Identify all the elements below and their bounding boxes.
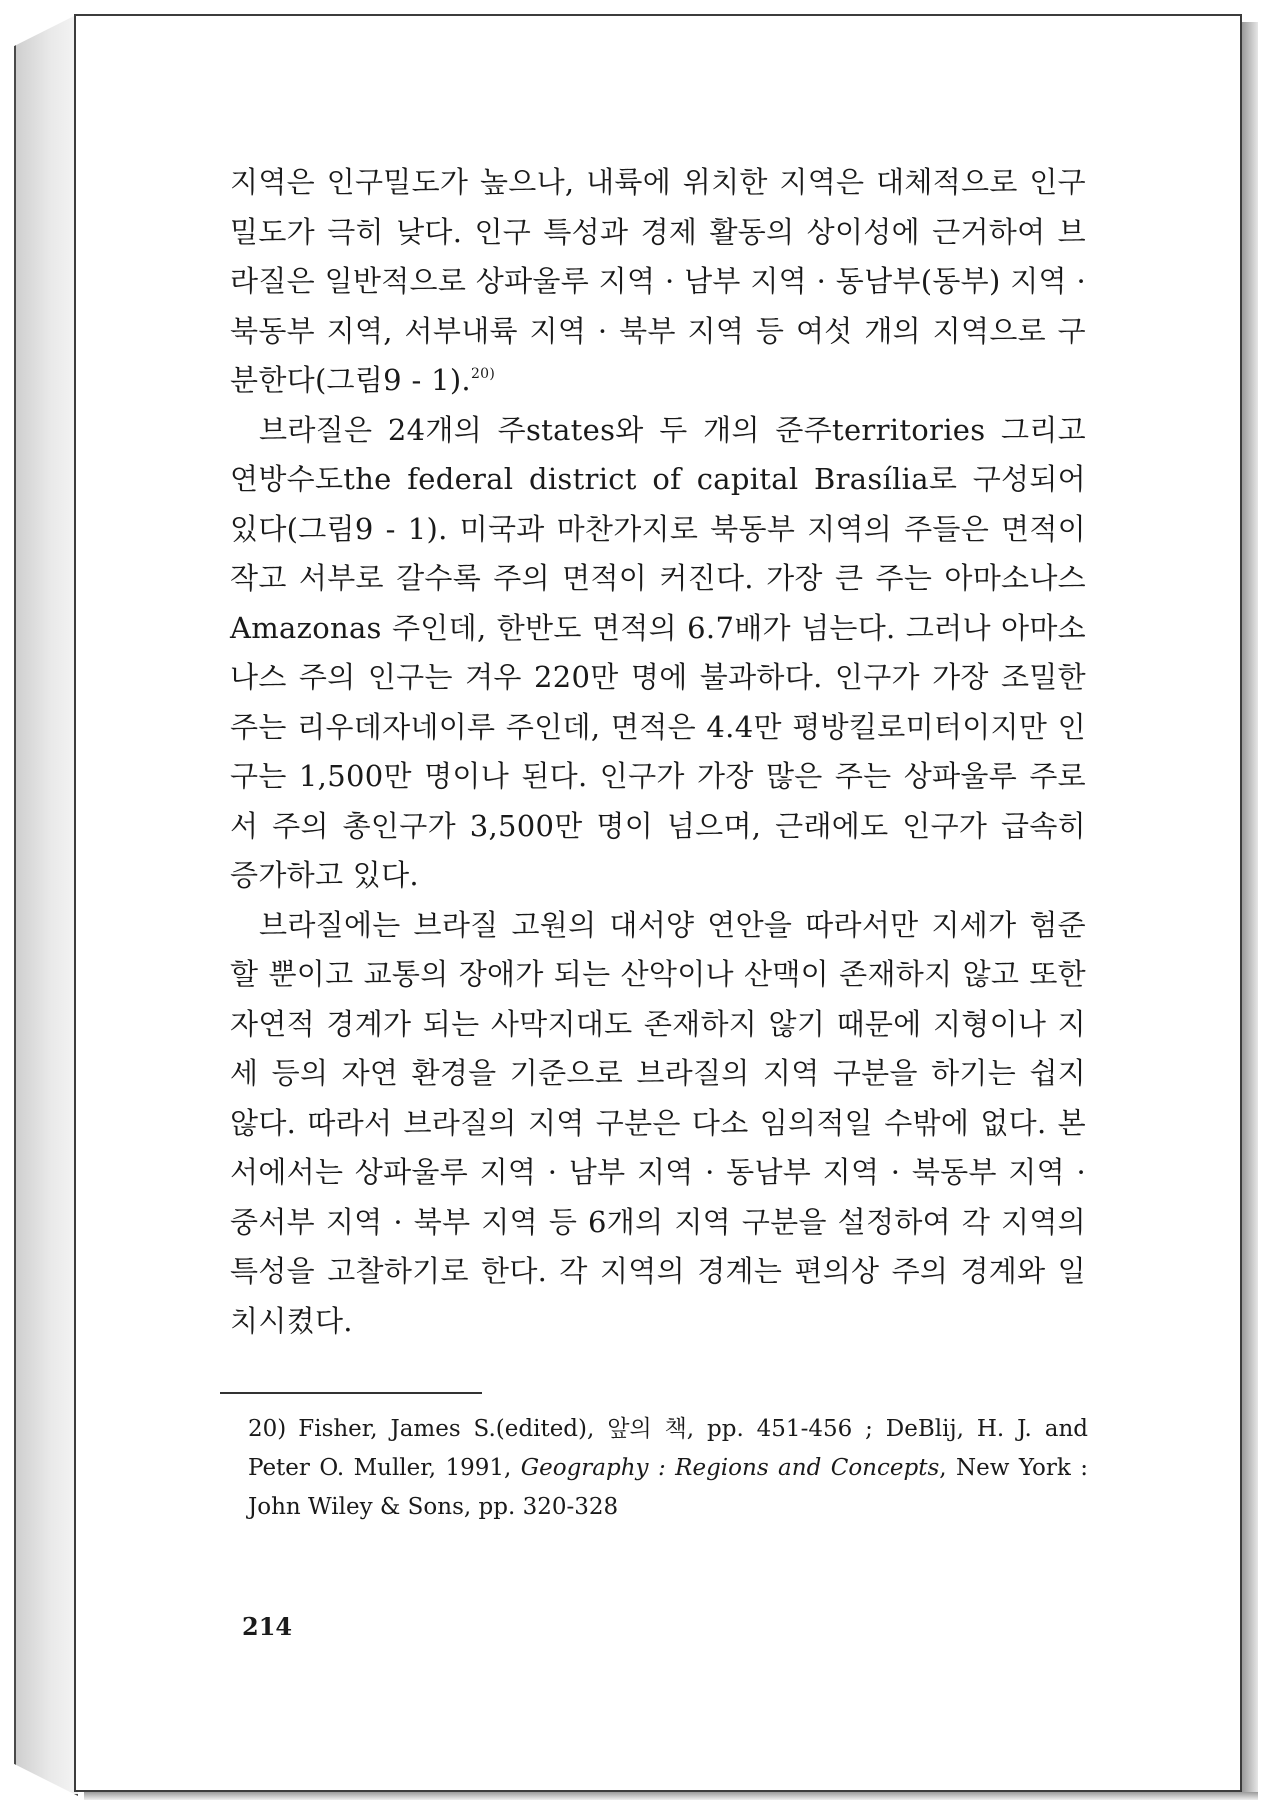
body-text <box>230 158 1086 1346</box>
paragraph-3: 브라질에는 브라질 고원의 대서양 연안을 따라서만 지세가 험준할 뿐이고 교통의 장애가 되는 산악이나 산맥이 존재하지 않고 또한 자연적 경계가 되는 사막지대도 존재하지 않기 때문에 지형이나 지세 등의 자연 환경을 기준으로 브라질의 지역 구분을 하기는 쉽지 않다. 따라서 브라질의 지역 구분은 다소 임의적일 수밖에 없다. 본서에서는 상파울루 지역 · 남부 지역 · 동남부 지역 · 북동부 지역 · 중서부 지역 · 북부 지역 등 6개의 지역 구분을 설정하여 각 지역의 특성을 고찰하기로 한다. 각 지역의 경계는 편의상 주의 경계와 일치시켰다. <box>230 907 1086 1338</box>
page-number: 214 <box>242 1612 293 1641</box>
footnote-citation: Fisher, James S.(edited), 앞의 책, pp. 451-456 ; DeBlij, H. J. and Peter O. Muller, 1991, <box>248 1416 1088 1481</box>
book-spine-edge <box>14 14 78 1796</box>
footnote-ref[interactable]: 20) <box>470 366 496 382</box>
footnote <box>248 1410 1088 1527</box>
paragraph-1: 지역은 인구밀도가 높으나, 내륙에 위치한 지역은 대체적으로 인구밀도가 극히 낮다. 인구 특성과 경제 활동의 상이성에 근거하여 브라질은 일반적으로 상파울루 지역 · 남부 지역 · 동남부(동부) 지역 · 북동부 지역, 서부내륙 지역 · 북부 지역 등 여섯 개의 지역으로 구분한다(그림9 - 1).$^{20)}$ <box>230 165 1086 397</box>
page-shadow-bottom <box>84 1792 1258 1800</box>
footnote-divider <box>220 1392 482 1394</box>
page-shadow-right <box>1242 22 1258 1800</box>
paragraph-2: 브라질은 24개의 주states와 두 개의 준주territories 그리고 연방수도the federal district of capital Brasília로 구성되어 있다(그림9 - 1). 미국과 마찬가지로 북동부 지역의 주들은 면적이 작고 서부로 갈수록 주의 면적이 커진다. 가장 큰 주는 아마소나스Amazonas 주인데, 한반도 면적의 6.7배가 넘는다. 그러나 아마소나스 주의 인구는 겨우 220만 명에 불과하다. 인구가 가장 조밀한 주는 리우데자네이루 주인데, 면적은 4.4만 평방킬로미터이지만 인구는 1,500만 명이나 된다. 인구가 가장 많은 주는 상파울루 주로서 주의 총인구가 3,500만 명이 넘으며, 근래에도 인구가 급속히 증가하고 있다. <box>230 412 1086 892</box>
footnote-number: 20) <box>248 1416 287 1442</box>
footnote-book-title: Geography : Regions and Concepts <box>520 1455 940 1481</box>
footnote-publisher: , New York : John Wiley & Sons, pp. 320-328 <box>248 1455 1088 1520</box>
